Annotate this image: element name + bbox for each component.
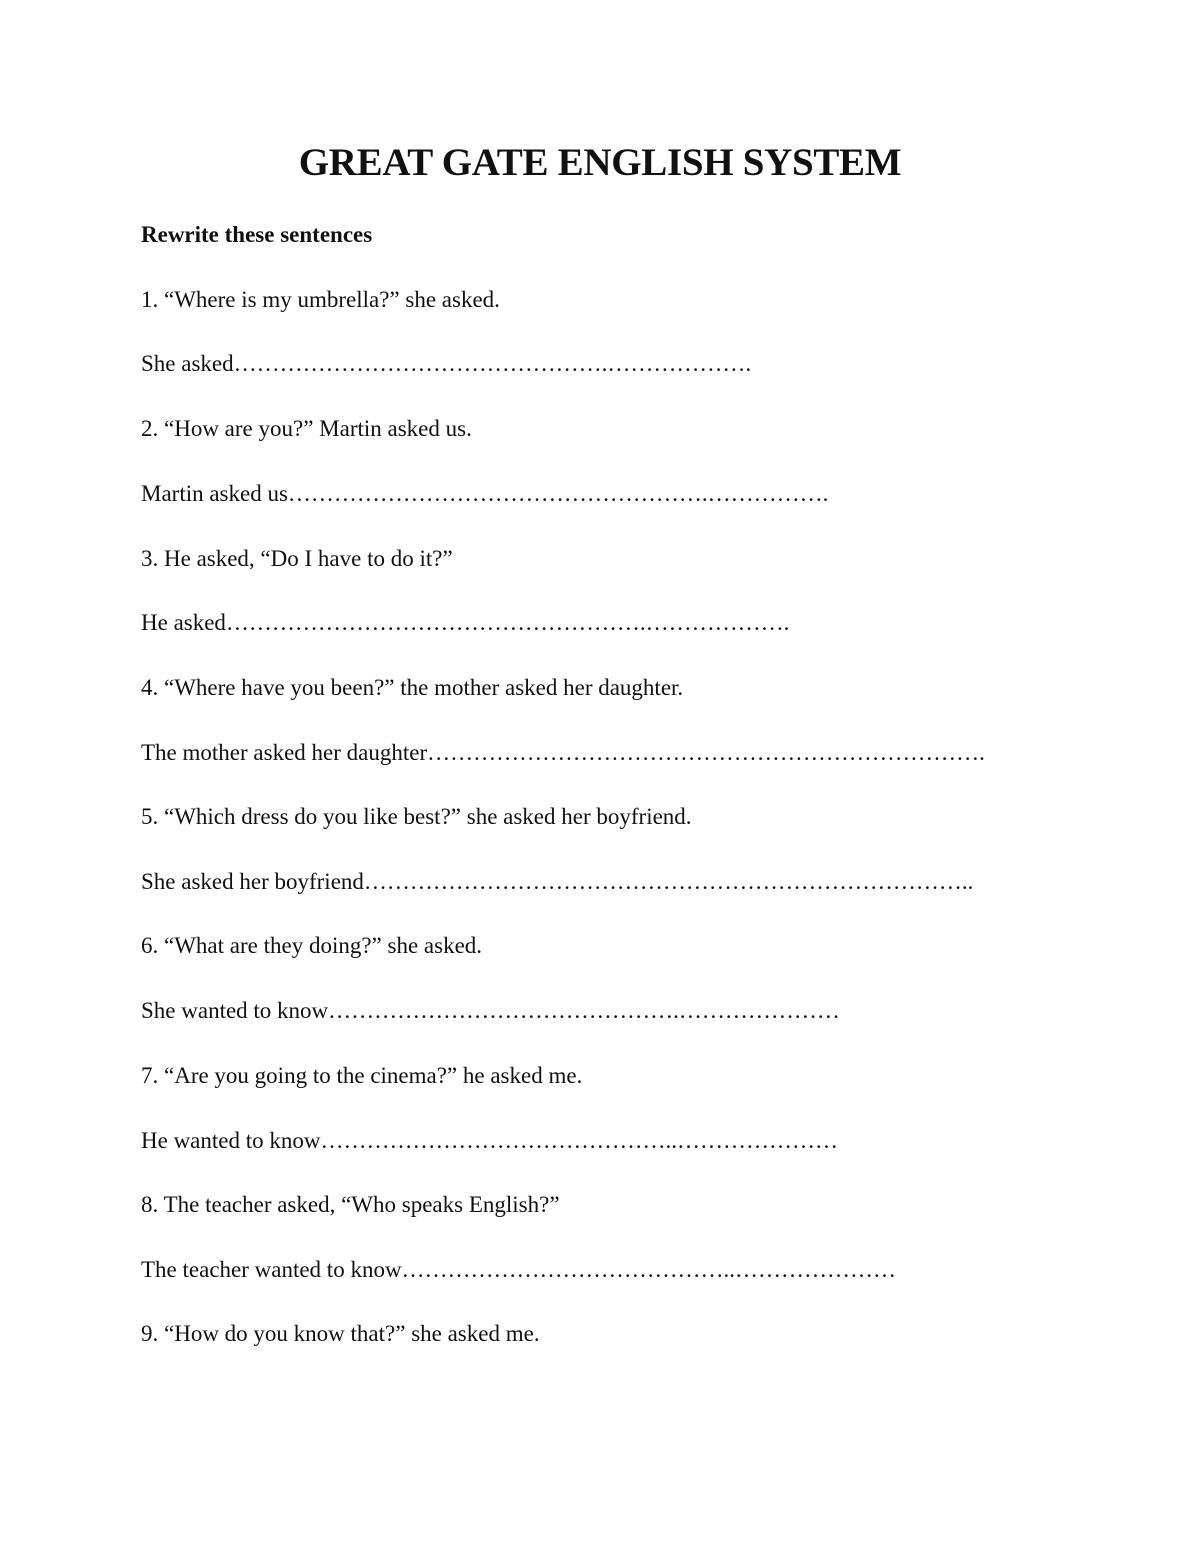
answer-line-5: She asked her boyfriend……………………………………………………………………..: [141, 869, 974, 894]
question-4: 4. “Where have you been?” the mother asked her daughter.: [141, 675, 684, 700]
question-1: 1. “Where is my umbrella?” she asked.: [141, 287, 500, 312]
question-5: 5. “Which dress do you like best?” she asked her boyfriend.: [141, 804, 692, 829]
question-7: 7. “Are you going to the cinema?” he asked me.: [141, 1063, 583, 1088]
answer-line-4: The mother asked her daughter……………………………………………………………….: [141, 740, 985, 765]
answer-line-1: She asked………………………………………….……………….: [141, 351, 752, 376]
question-6: 6. “What are they doing?” she asked.: [141, 933, 483, 958]
instruction-heading: Rewrite these sentences: [141, 222, 373, 247]
answer-line-8: The teacher wanted to know……………………………………..…………………: [141, 1257, 897, 1282]
answer-line-7: He wanted to know………………………………………..…………………: [141, 1128, 838, 1153]
answer-line-3: He asked……………………………………………….……………….: [141, 610, 790, 635]
answer-line-2: Martin asked us……………………………………………….…………….: [141, 481, 829, 506]
page-title: GREAT GATE ENGLISH SYSTEM: [298, 141, 902, 184]
question-9: 9. “How do you know that?” she asked me.: [141, 1321, 540, 1346]
question-8: 8. The teacher asked, “Who speaks English?”: [141, 1192, 560, 1217]
question-3: 3. He asked, “Do I have to do it?”: [141, 546, 453, 571]
question-2: 2. “How are you?” Martin asked us.: [141, 416, 472, 441]
answer-line-6: She wanted to know……………………………………….…………………: [141, 998, 840, 1023]
